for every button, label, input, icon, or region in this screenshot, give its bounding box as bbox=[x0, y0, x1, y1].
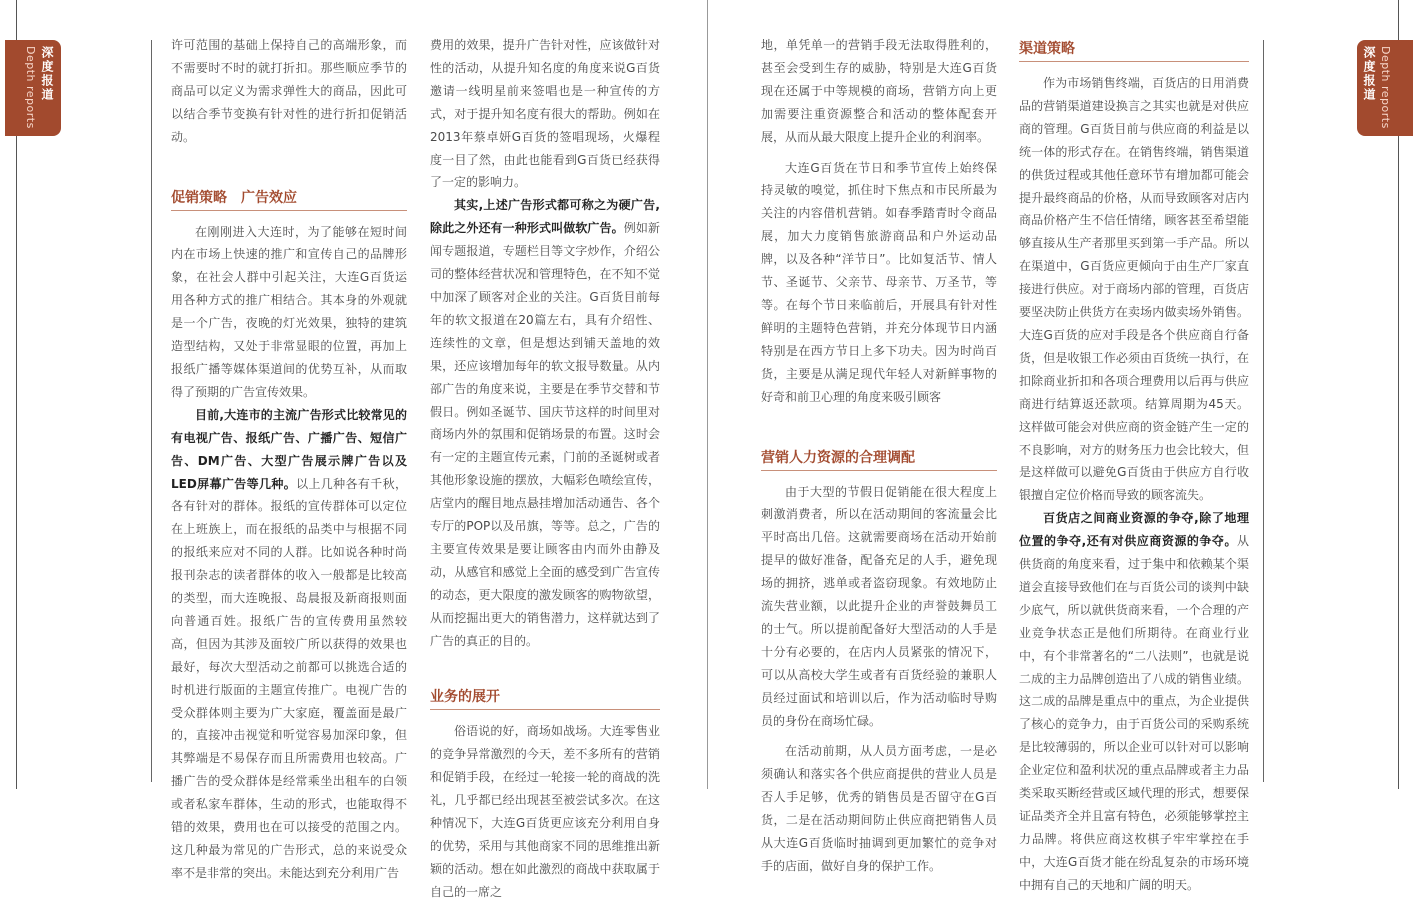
left-page bbox=[0, 0, 708, 899]
section-tab-en: Depth reports bbox=[24, 46, 37, 129]
paragraph: 俗语说的好，商场如战场。大连零售业的竞争异常激烈的今天，差不多所有的营销和促销手段，在经过一轮接一轮的商战的洗礼，几乎都已经出现甚至被尝试多次。在这种情况下，大连G百货更应该充分利用自身的优势，采用与其他商家不同的思维推出新颖的活动。想在如此激烈的商战中获取属于自己的一席之 bbox=[430, 724, 660, 899]
paragraph: 在活动前期，从人员方面考虑，一是必须确认和落实各个供应商提供的营业人员是否人手足够，优秀的销售员是否留守在G百货，二是在活动期间防止供应商把销售人员从大连G百货临时抽调到更加繁忙的竞争对手的店面，做好自身的保护工作。 bbox=[761, 744, 997, 873]
bold-lead: 目前,大连市的主流广告形式比较常见的有电视广告、报纸广告、广播广告、短信广告、DM广告、大型广告展示牌广告以及LED屏幕广告等几种。 bbox=[171, 407, 407, 491]
paragraph: 由于大型的节假日促销能在很大程度上刺激消费者，所以在活动期间的客流量会比平时高出几倍。这就需要商场在活动开始前提早的做好准备，配备充足的人手，避免现场的拥挤，逃单或者盗窃现象。有效地防止流失营业额，以此提升企业的声誉鼓舞员工的士气。所以提前配备好大型活动的人手是十分有必要的，在店内人员紧张的情况下，可以从高校大学生或者有百货经验的兼职人员经过面试和培训以后，作为活动临时导购员的身份在商场忙碌。 bbox=[761, 484, 997, 728]
paragraph-text: 以上几种各有千秋，各有针对的群体。报纸的宣传群体可以定位在上班族上，而在报纸的品类中与根据不同的报纸来应对不同的人群。比如说各种时尚报刊杂志的读者群体的收入一般都是比较高的类型，而大连晚报、岛晨报及新商报则面向普通百姓。报纸广告的宣传费用虽然较高，但因为其涉及面较广所以获得的效果也最好，每次大型活动之前都可以挑选合适的时机进行版面的主题宣传推广。电视广告的受众群体则主要为广大家庭，覆盖面是最广的，直接冲击视觉和听觉容易加深印象，但其弊端是不易保存而且所需费用也较高。广播广告的受众群体是经常乘坐出租车的白领或者私家车群体，生动的形式，也能取得不错的效果，费用也在可以接受的范围之内。这几种最为常见的广告形式，总的来说受众率不是非常的突出。未能达到充分利用广告 bbox=[171, 476, 407, 880]
right-page bbox=[708, 0, 1414, 892]
section-tab-left bbox=[5, 40, 61, 136]
paragraph-text: 例如新闻专题报道，专题栏目等文字炒作，介绍公司的整体经营状况和管理特色，在不知不觉中加深了顾客对企业的关注。G百货目前每年的软文报道在20篇左右，具有介绍性、连续性的文章，但是想达到铺天盖地的效果，还应该增加每年的软文报导数量。从内部广告的角度来说，主要是在季节交替和节假日。例如圣诞节、国庆节这样的时间里对商场内外的氛围和促销场景的布置。这时会有一定的主题宣传元素，门前的圣诞树或者其他形象设施的摆放，大幅彩色喷绘宣传，店堂内的醒目地点悬挂增加活动通告、各个专厅的POP以及吊旗，等等。总之，广告的主要宣传效果是要让顾客由内而外由静及动，从感官和感觉上全面的感受到广告宣传的动态，更大限度的激发顾客的购物欲望，从而挖掘出更大的销售潜力，这样就达到了广告的真正的目的。 bbox=[430, 221, 660, 648]
section-heading-channel: 渠道策略 bbox=[1019, 38, 1249, 62]
section-tab-cn: 深度报道 bbox=[1362, 46, 1376, 102]
paragraph bbox=[171, 404, 407, 885]
section-tab-en: Depth reports bbox=[1379, 46, 1392, 129]
right-outer-rule bbox=[1263, 40, 1264, 782]
left-column-2 bbox=[430, 34, 660, 904]
right-column-2 bbox=[1019, 38, 1249, 897]
paragraph: 费用的效果，提升广告针对性，应该做针对性的活动，从提升知名度的角度来说G百货邀请一线明星前来签唱也是一种宣传的方式，对于提升知名度有很大的帮助。例如在2013年蔡卓妍G百货的签唱现场，火爆程度一目了然，由此也能看到G百货已经获得了一定的影响力。 bbox=[430, 38, 660, 190]
paragraph bbox=[430, 194, 660, 652]
section-tab-cn: 深度报道 bbox=[40, 46, 54, 102]
section-heading-business: 业务的展开 bbox=[430, 686, 660, 710]
paragraph: 作为市场销售终端，百货店的日用消费品的营销渠道建设换言之其实也就是对供应商的管理。G百货目前与供应商的利益是以统一体的形式存在。在销售终端，销售渠道的供货过程或其他任意环节有增加都可能会提升最终商品的价格，从而导致顾客对店内商品价格产生不信任情绪，顾客甚至希望能够直接从生产者那里买到第一手产品。所以在渠道中，G百货应更倾向于由生产厂家直接进行供应。对于商场内部的管理，百货店要坚决防止供货方在卖场内做卖场外销售。大连G百货的应对手段是各个供应商自行备货，但是收银工作必须由百货统一执行，在扣除商业折扣和各项合理费用以后再与供应商进行结算返还款项。结算周期为45天。这样做可能会对供应商的资金链产生一定的不良影响，对方的财务压力也会比较大，但是这样做可以避免G百货由于供应方自行收银擅自定位价格而导致的顾客流失。 bbox=[1019, 76, 1249, 503]
paragraph: 许可范围的基础上保持自己的高端形象，而不需要时不时的就打折扣。那些顺应季节的商品可以定义为需求弹性大的商品，因此可以结合季节变换有针对性的进行折扣促销活动。 bbox=[171, 38, 407, 144]
paragraph: 在刚刚进入大连时，为了能够在短时间内在市场上快速的推广和宣传自己的品牌形象，在社会人群中引起关注，大连G百货运用各种方式的推广相结合。其本身的外观就是一个广告，夜晚的灯光效果，独特的建筑造型结构，又处于非常显眼的位置，再加上报纸广播等媒体渠道间的优势互补，从而取得了预期的广告宣传效果。 bbox=[171, 224, 407, 399]
paragraph bbox=[1019, 507, 1249, 896]
section-heading-hr: 营销人力资源的合理调配 bbox=[761, 447, 997, 471]
paragraph-text: 从供货商的角度来看，过于集中和依赖某个渠道会直接导致他们在与百货公司的谈判中缺少底气，所以就供货商来看，一个合理的产业竞争状态正是他们所期待。在商业行业中，有个非常著名的“二八法则”，也就是说二成的主力品牌创造出了八成的销售业绩。这二成的品牌是重点中的重点，为企业提供了核心的竞争力，由于百货公司的采购系统是比较薄弱的，所以企业可以针对可以影响企业定位和盈利状况的重点品牌或者主力品类采取买断经营或区域代理的形式，想要保证品类齐全并且富有特色，必须能够掌控主力品牌。将供应商这枚棋子牢牢掌控在手中，大连G百货才能在纷乱复杂的市场环境中拥有自己的天地和广阔的明天。 bbox=[1019, 534, 1249, 892]
bold-lead: 其实,上述广告形式都可称之为硬广告,除此之外还有一种形式叫做软广告。 bbox=[430, 198, 660, 236]
bold-lead: 百货店之间商业资源的争夺,除了地理位置的争夺,还有对供应商资源的争夺。 bbox=[1019, 511, 1249, 549]
left-column-1 bbox=[171, 34, 407, 885]
paragraph: 大连G百货在节日和季节宣传上始终保持灵敏的嗅觉，抓住时下焦点和市民所最为关注的内容借机营销。如春季踏青时令商品展，加大力度销售旅游商品和户外运动品牌，以及各种“洋节日”。比如复活节、情人节、圣诞节、父亲节、母亲节、万圣节，等等。在每个节日来临前后，开展具有针对性鲜明的主题特色营销，并充分体现节日内涵特别是在西方节日上多下功夫。因为时尚百货，主要是从满足现代年轻人对新鲜事物的好奇和前卫心理的角度来吸引顾客 bbox=[761, 160, 997, 404]
right-column-1 bbox=[761, 34, 997, 878]
paragraph: 地，单凭单一的营销手段无法取得胜利的，甚至会受到生存的威胁，特别是大连G百货现在还属于中等规模的商场，营销方向上更加需要注重资源整合和活动的整体配套开展，从而从最大限度上提升企业的利润率。 bbox=[761, 38, 997, 144]
section-tab-right bbox=[1357, 40, 1413, 136]
left-outer-rule bbox=[151, 40, 152, 782]
section-heading-promotion: 促销策略 广告效应 bbox=[171, 187, 407, 211]
